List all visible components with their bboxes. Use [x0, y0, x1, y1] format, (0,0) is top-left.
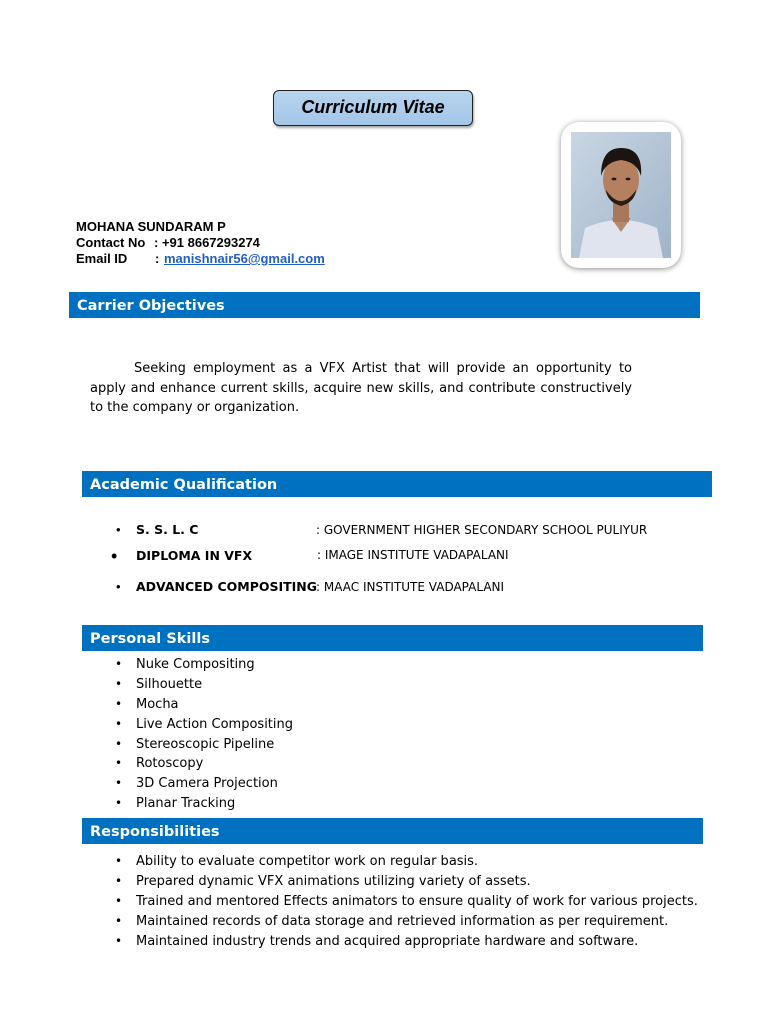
bullet: •	[115, 776, 123, 791]
responsibility-text: Prepared dynamic VFX animations utilizing variety of assets.	[136, 873, 531, 889]
profile-photo	[571, 132, 671, 258]
section-header-objectives: Carrier Objectives	[69, 292, 700, 318]
list-item	[115, 852, 698, 872]
contact-row	[76, 235, 145, 251]
email-label: Email ID	[76, 251, 128, 266]
skill-text: Silhouette	[136, 676, 203, 692]
bullet: •	[115, 933, 123, 948]
section-header-skills: Personal Skills	[82, 625, 703, 651]
list-item	[115, 715, 294, 735]
list-item	[115, 655, 293, 675]
contact-label: Contact No	[76, 235, 146, 250]
bullet: •	[115, 796, 123, 811]
academic-label-sslc: S. S. L. C	[136, 522, 199, 537]
contact-value: : +91 8667293274	[154, 235, 260, 250]
bullet: •	[115, 854, 123, 868]
bullet: •	[111, 546, 118, 566]
skill-text: Live Action Compositing	[136, 716, 294, 732]
list-item	[115, 794, 293, 814]
bullet: •	[115, 716, 123, 731]
objective-text: Seeking employment as a VFX Artist that will provide an opportunity to apply and enhance current skills, acquire new skills, and contribute constructively to the company or organization.	[90, 361, 632, 415]
list-item	[115, 892, 698, 912]
responsibilities-list	[115, 852, 698, 951]
responsibility-text: Trained and mentored Effects animators to ensure quality of work for various projects.	[136, 893, 698, 909]
bullet: •	[115, 696, 123, 711]
skill-text: Rotoscopy	[136, 756, 204, 772]
bullet: •	[115, 657, 123, 671]
section-header-responsibilities: Responsibilities	[82, 818, 703, 844]
skill-text: Nuke Compositing	[136, 657, 255, 672]
academic-value-sslc: : GOVERNMENT HIGHER SECONDARY SCHOOL PULIYUR	[316, 523, 648, 537]
bullet: •	[115, 913, 123, 928]
academic-label-diploma: DIPLOMA IN VFX	[136, 548, 253, 563]
list-item	[115, 754, 293, 774]
bullet: •	[115, 736, 123, 751]
profile-photo-frame	[561, 122, 681, 268]
skills-list	[115, 655, 294, 814]
list-item	[115, 932, 698, 952]
bullet: •	[116, 522, 121, 537]
academic-value-diploma: : IMAGE INSTITUTE VADAPALANI	[317, 548, 509, 562]
academic-label-advanced: ADVANCED COMPOSITING	[136, 579, 318, 594]
bullet: •	[115, 873, 123, 888]
bullet: •	[115, 893, 123, 908]
responsibility-text: Maintained industry trends and acquired appropriate hardware and software.	[136, 933, 639, 949]
candidate-name: MOHANA SUNDARAM P	[76, 219, 226, 234]
skill-text: Planar Tracking	[136, 796, 236, 812]
responsibility-text: Maintained records of data storage and retrieved information as per requirement.	[136, 913, 669, 929]
academic-value-advanced: : MAAC INSTITUTE VADAPALANI	[316, 580, 505, 594]
skill-text: 3D Camera Projection	[136, 776, 278, 792]
bullet: •	[115, 756, 123, 771]
email-row	[164, 251, 325, 267]
objective-paragraph	[90, 359, 632, 418]
skill-text: Mocha	[136, 696, 179, 712]
skill-text: Stereoscopic Pipeline	[136, 736, 275, 752]
bullet: •	[115, 676, 123, 691]
list-item	[115, 675, 293, 695]
responsibility-text: Ability to evaluate competitor work on regular basis.	[136, 854, 479, 869]
bullet: •	[116, 579, 121, 594]
cv-title: Curriculum Vitae	[273, 90, 473, 126]
section-header-academic: Academic Qualification	[82, 471, 712, 497]
list-item	[115, 774, 293, 794]
email-link[interactable]: manishnair56@gmail.com	[164, 251, 325, 266]
list-item	[115, 872, 698, 892]
list-item	[115, 695, 293, 715]
email-separator: :	[155, 251, 160, 266]
list-item	[115, 735, 293, 755]
list-item	[115, 912, 698, 932]
